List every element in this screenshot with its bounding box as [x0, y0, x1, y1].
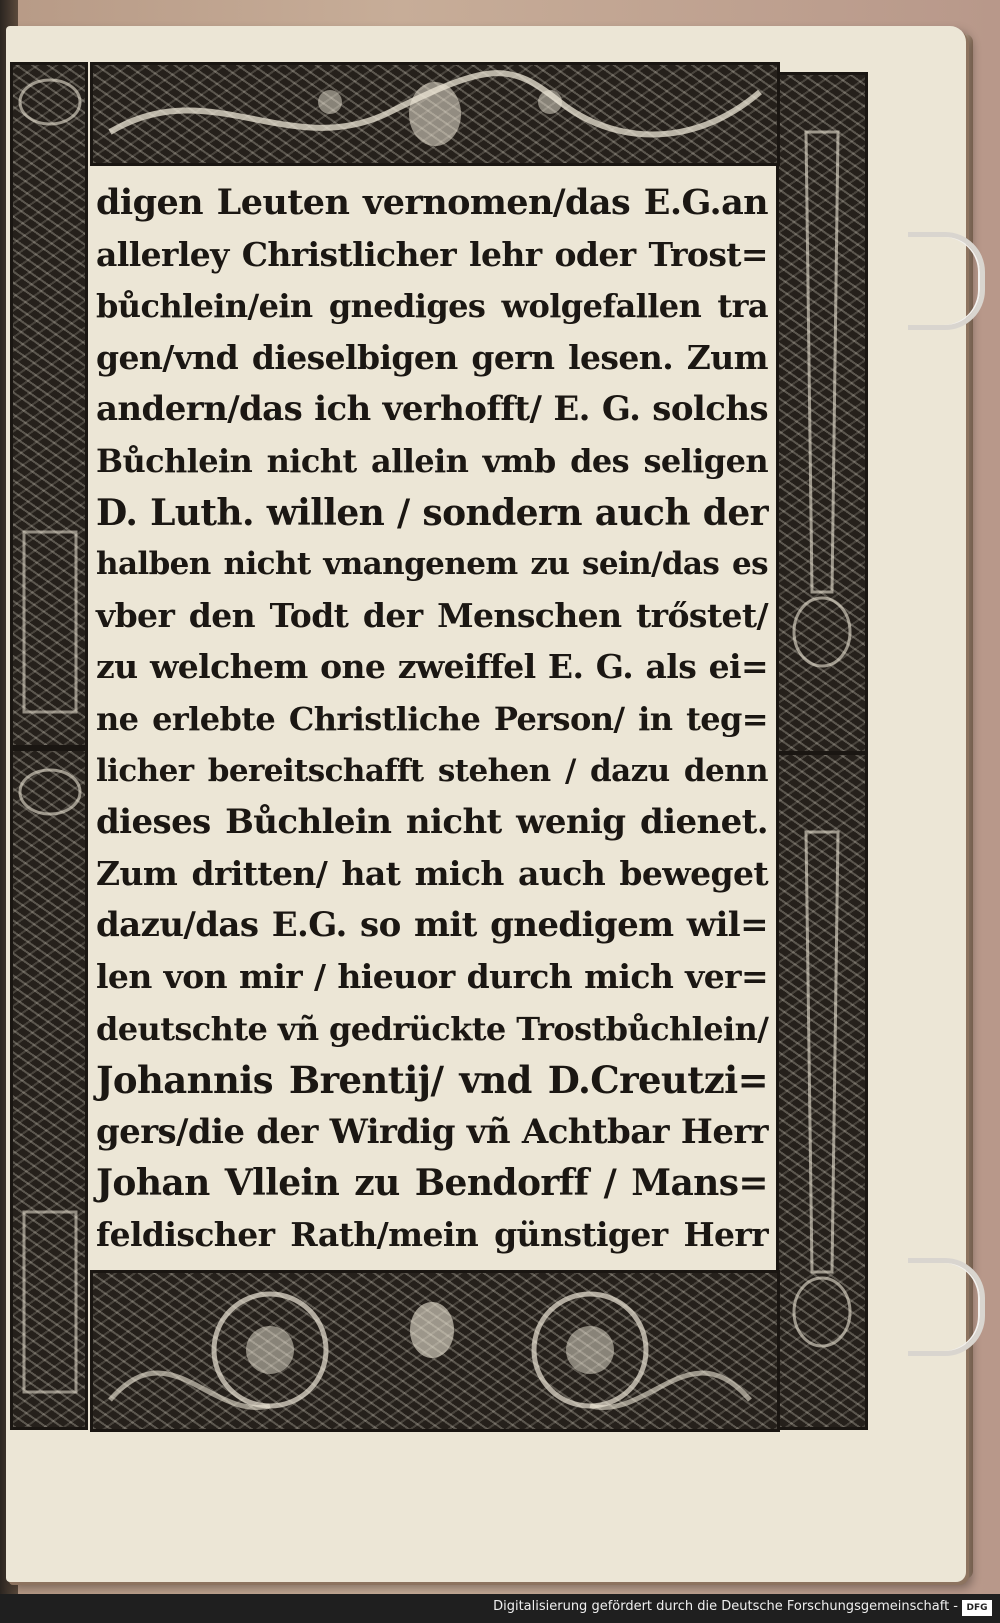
text-line: halben nicht vnangenem zu sein/das es [96, 546, 768, 583]
text-line: gers/die der Wirdig vñ Achtbar Herr [96, 1111, 768, 1152]
text-line: feldischer Rath/mein günstiger Herr [96, 1215, 768, 1254]
text-line: Johan Vllein zu Bendorff / Mans= [96, 1162, 768, 1205]
text-line: vber den Todt der Menschen trőstet/ [96, 595, 768, 635]
bottom-ornament [90, 1270, 780, 1430]
text-line: deutschte vñ gedrückte Trostbůchlein/ [96, 1009, 769, 1048]
text-line: digen Leuten vernomen/das E.G.an [96, 182, 768, 223]
text-line: Zum dritten/ hat mich auch beweget [96, 853, 768, 893]
text-line: dieses Bůchlein nicht wenig dienet. [96, 802, 768, 843]
text-line: allerley Christlicher lehr oder Trost= [96, 234, 768, 274]
footer-credit: Digitalisierung gefördert durch die Deutsche Forschungsgemeinschaft - [493, 1599, 958, 1614]
text-line: licher bereitschafft stehen / dazu denn [96, 752, 768, 789]
text-line: dazu/das E.G. so mit gnedigem wil= [96, 905, 768, 946]
text-line: ne erlebte Christliche Person/ in teg= [96, 700, 768, 738]
page-clip-upper [908, 232, 985, 330]
text-line: len von mir / hieuor durch mich ver= [96, 957, 768, 996]
page-clip-lower [908, 1258, 985, 1356]
top-ornament [90, 62, 780, 166]
text-line: D. Luth. willen / sondern auch der [96, 491, 768, 534]
text-line: Bůchlein nicht allein vmb des seligen [96, 442, 768, 480]
text-line: zu welchem one zweiffel E. G. als ei= [96, 647, 768, 687]
left-column-ornament [10, 62, 90, 1428]
text-line: Johannis Brentij/ vnd D.Creutzi= [96, 1058, 768, 1103]
text-line: gen/vnd dieselbigen gern lesen. Zum [96, 337, 768, 377]
dfg-logo-icon: DFG [962, 1600, 992, 1616]
text-line: andern/das ich verhofft/ E. G. solchs [96, 389, 768, 430]
right-column-ornament [776, 72, 868, 1432]
text-line: bůchlein/ein gnediges wolgefallen tra [96, 287, 768, 326]
